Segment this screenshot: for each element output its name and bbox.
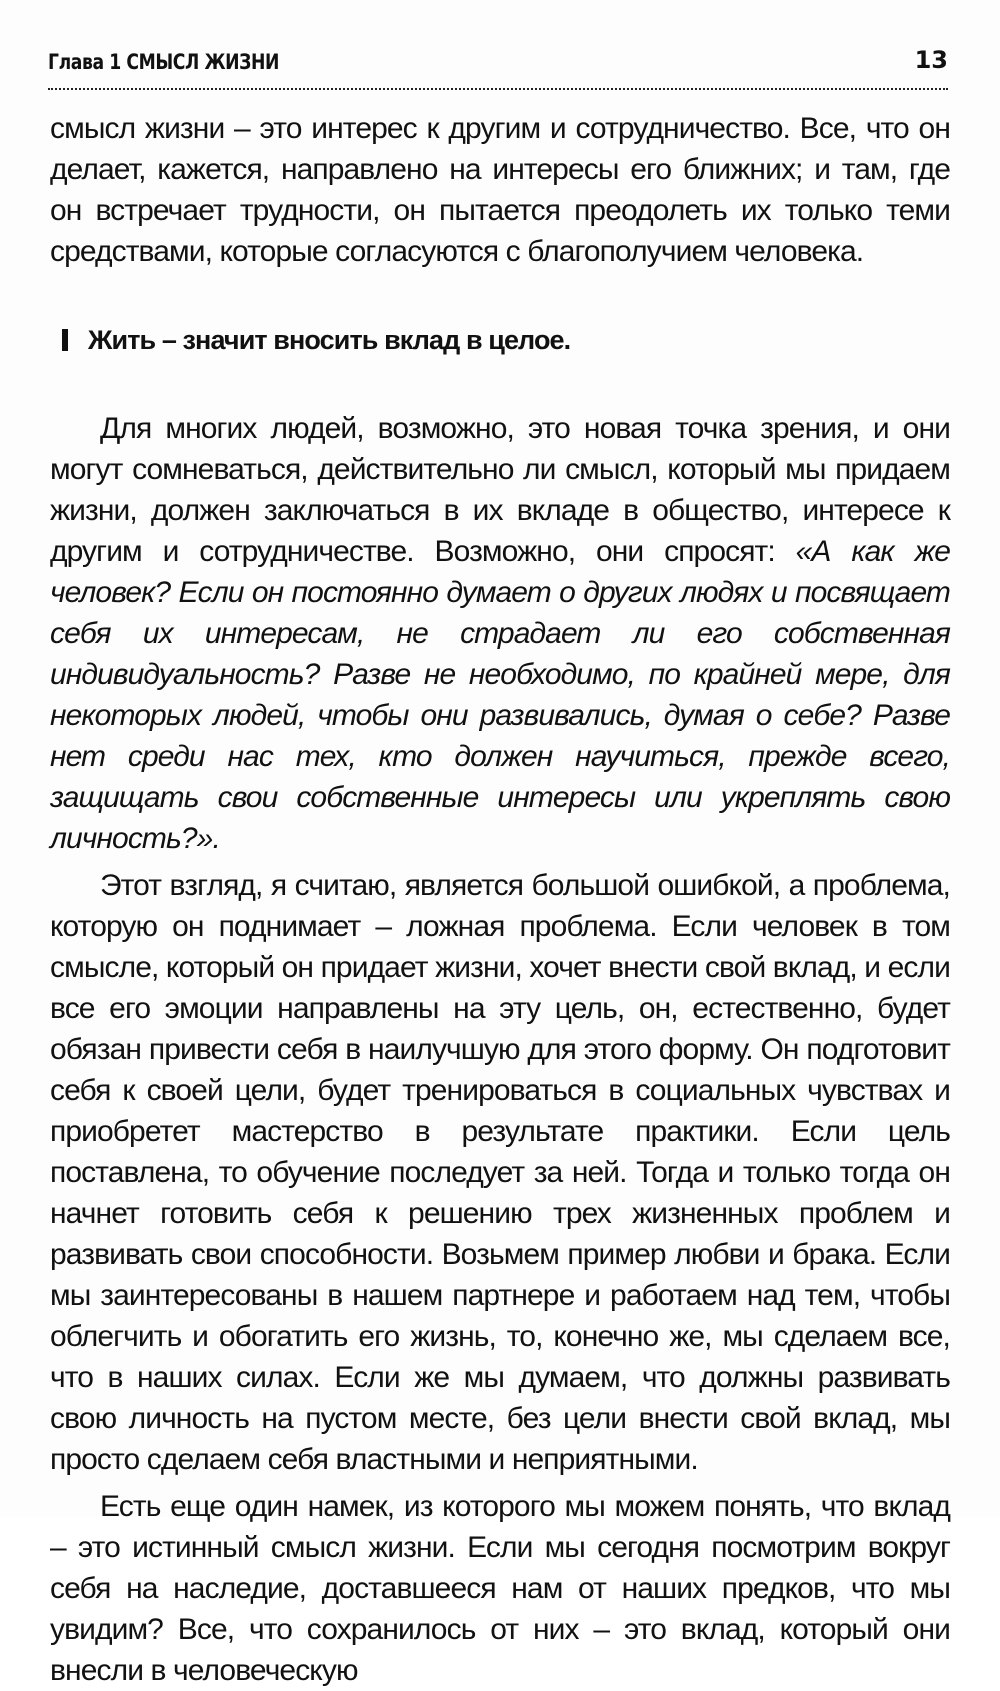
paragraph-3: Этот взгляд, я считаю, является большой ошибкой, а проблема, которую он поднимает – ложная проблема. Если человек в том смысле, который он придает жизни, хочет внести свой вклад, и если все его эмоции направлены на эту цель, он, естественно, будет обязан привести себя в наилучшую для этого форму. Он подготовит себя к своей цели, будет тренироваться в социальных чувствах и приобретет мастерство в результате практики. Если цель поставлена, то обучение последует за ней. Тогда и только тогда он начнет готовить себя к решению трех жизненных проблем и развивать свои способности. Возьмем пример любви и брака. Если мы заинтересованы в нашем партнере и работаем над тем, чтобы облегчить и обогатить его жизнь, то, конечно же, мы сделаем все, что в наших силах. Если же мы думаем, что должны развивать свою личность на пустом месте, без цели внести свой вклад, мы просто сделаем себя властными и неприятными.	[50, 869, 950, 1476]
chapter-title: Глава 1 СМЫСЛ ЖИЗНИ	[48, 50, 280, 74]
paragraph-4: Есть еще один намек, из которого мы можем понять, что вклад – это истинный смысл жизни. Если мы сегодня посмотрим вокруг себя на наследие, доставшееся нам от наших предков, что мы увидим? Все, что сохранилось от них – это вклад, который они внесли в человеческую	[50, 1490, 950, 1687]
paragraph-2-intro: Для многих людей, возможно, это новая точка зрения, и они могут сомневаться, действительно ли смысл, который мы придаем жизни, должен заключаться в их вкладе в общество, интересе к другим и сотрудничестве. Возможно, они спросят:	[50, 412, 950, 568]
page-number: 13	[914, 46, 948, 74]
paragraph-2	[50, 408, 950, 859]
section-heading	[62, 320, 950, 360]
section-heading-text: Жить – значит вносить вклад в целое.	[88, 325, 571, 355]
paragraph-1: смысл жизни – это интерес к другим и сотрудничество. Все, что он делает, кажется, направлено на интересы его ближних; и там, где он встречает трудности, он пытается преодолеть их только теми средствами, которые согласуются с благополучием человека.	[50, 112, 950, 268]
body-text	[50, 108, 950, 1691]
running-header	[48, 44, 948, 90]
paragraph-2-quote: «А как же человек? Если он постоянно думает о других людях и посвящает себя их интересам, не страдает ли его собственная индивидуальность? Разве не необходимо, по крайней мере, для некоторых людей, чтобы они развивались, думая о себе? Разве нет среди нас тех, кто должен научиться, прежде всего, защищать свои собственные интересы или укреплять свою личность?».	[50, 535, 950, 855]
heading-marker-icon	[62, 329, 68, 351]
